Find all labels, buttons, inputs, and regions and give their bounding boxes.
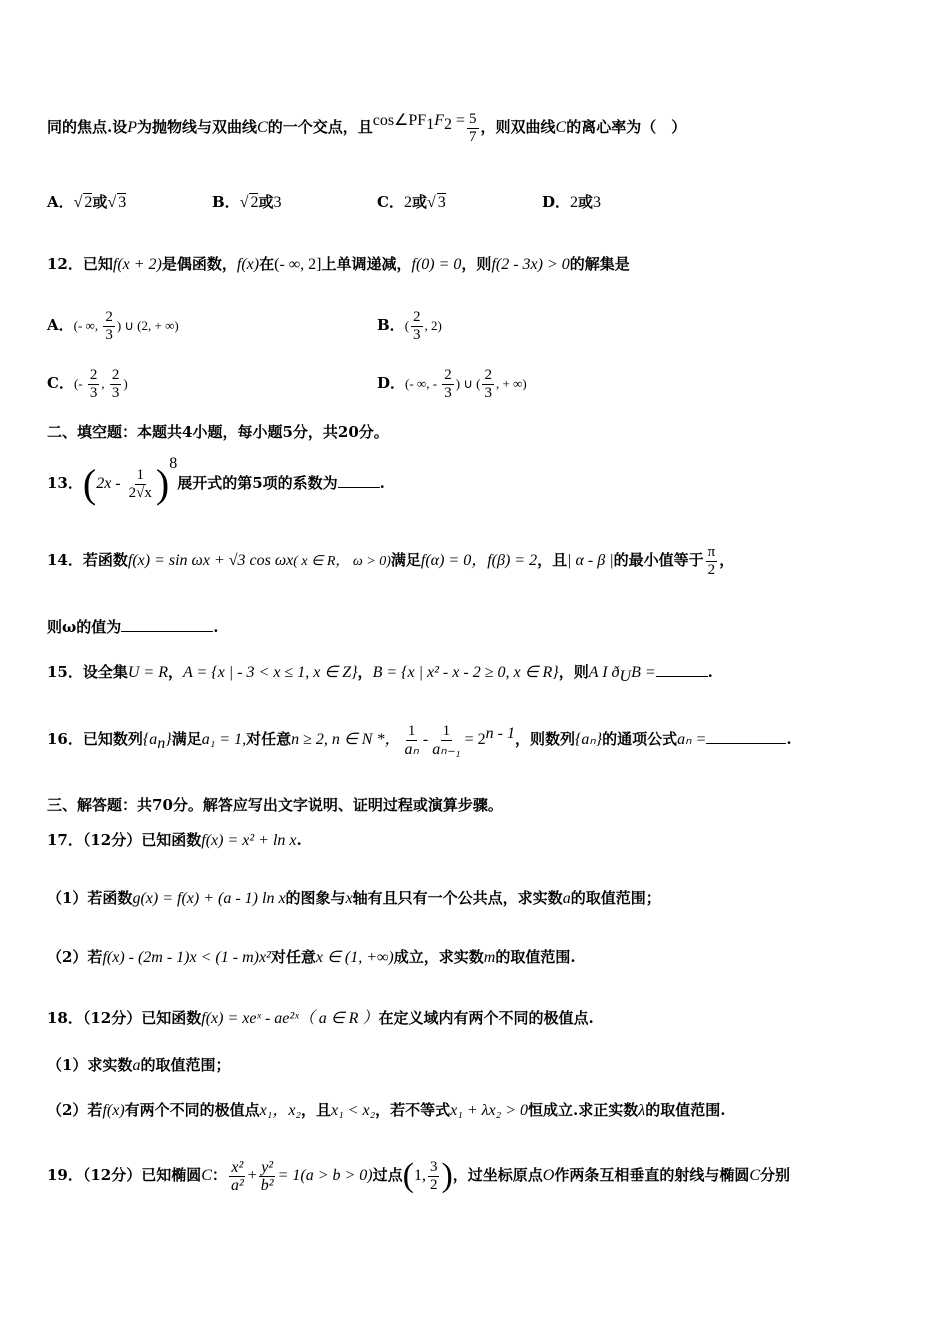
q18-part1 xyxy=(47,1055,910,1076)
q19-text: ： xyxy=(211,1166,227,1184)
q16-text: 的通项公式 xyxy=(602,730,678,748)
var-c: C xyxy=(257,119,268,136)
option-b[interactable] xyxy=(377,305,442,346)
math-expr: aₙ = xyxy=(677,731,707,748)
q14-text: ， xyxy=(719,551,735,569)
frac-den: b² xyxy=(260,1176,274,1194)
math-expr: 2x - xyxy=(96,475,125,492)
section-heading: 三、解答题：共70分。解答应写出文字说明、证明过程或演算步骤。 xyxy=(47,796,503,814)
question-number: 14．若函数 xyxy=(47,551,128,569)
frac-num: 2 xyxy=(89,366,98,383)
math-expr: = 1(a > b > 0) xyxy=(277,1167,373,1184)
var-c: C xyxy=(555,119,567,136)
q17-text: 对任意 xyxy=(270,948,316,966)
answer-blank[interactable] xyxy=(706,731,786,744)
q11-text: 为抛物线与双曲线 xyxy=(137,118,258,136)
option-expr: , 2) xyxy=(424,318,442,333)
question-number: 19．（12分）已知椭圆 xyxy=(47,1166,202,1184)
period: . xyxy=(786,730,792,748)
math-expr: f(2 - 3x) > 0 xyxy=(491,256,570,273)
cos-eq: = xyxy=(451,112,465,129)
frac-num: 1 xyxy=(136,466,144,483)
cos-fraction xyxy=(467,111,479,146)
paren-right: ) xyxy=(155,461,170,506)
q16-stem xyxy=(47,710,910,758)
option-value: 3 xyxy=(593,194,602,211)
math-expr: x₂ xyxy=(288,1102,301,1119)
frac-num: 2 xyxy=(111,366,120,383)
frac-den: aₙ₋₁ xyxy=(432,740,461,758)
frac-num: 2 xyxy=(105,308,113,325)
ellipse-fraction-y xyxy=(259,1159,276,1194)
sqrt-icon: √ xyxy=(239,194,249,211)
frac-num: 2 xyxy=(484,366,492,383)
option-value: 2 xyxy=(570,194,579,211)
q18-text: ，且 xyxy=(301,1101,332,1119)
option-fraction xyxy=(110,367,122,402)
q18-text: 的取值范围. xyxy=(645,1101,726,1119)
q11-text: ，则双曲线 xyxy=(480,118,556,136)
option-expr: ) ∪ (2, + ∞) xyxy=(116,318,179,333)
option-label: A． xyxy=(47,193,74,211)
math-expr: B = xyxy=(631,664,656,681)
math-expr: x₁ < x₂ xyxy=(331,1102,376,1119)
option-a[interactable] xyxy=(47,192,126,213)
period: . xyxy=(213,618,219,636)
q19-text: 过点 xyxy=(372,1166,403,1184)
period: . xyxy=(296,831,302,849)
option-expr: ) ∪ ( xyxy=(455,376,481,391)
q14-text: 的最小值等于 xyxy=(613,551,704,569)
q13-stem xyxy=(47,452,910,504)
minus-sign: - xyxy=(422,731,429,748)
point-fraction xyxy=(428,1159,440,1194)
option-expr: (- xyxy=(73,376,86,391)
option-expr: (- ∞, - xyxy=(405,376,441,391)
q16-text: 满足 xyxy=(171,730,202,748)
q16-text: ，则数列 xyxy=(514,730,575,748)
q17-part2 xyxy=(47,947,910,968)
option-a[interactable] xyxy=(47,305,179,346)
q15-text: ， xyxy=(168,663,184,681)
q13-text: 展开式的第5项的系数为 xyxy=(177,474,338,492)
var-p: P xyxy=(127,119,138,136)
question-number: 16．已知数列 xyxy=(47,730,143,748)
pi-fraction xyxy=(706,544,718,579)
cos-text: cos∠PF xyxy=(372,112,427,129)
q15-text: ， xyxy=(357,663,373,681)
option-fraction xyxy=(482,367,494,402)
math-expr: f(x) = sin ωx + √3 cos ωx xyxy=(127,552,294,569)
option-value: 3 xyxy=(437,194,446,211)
math-expr: {aₙ} xyxy=(574,731,603,748)
frac-num: y² xyxy=(261,1158,274,1176)
section-heading: 二、填空题：本题共4小题，每小题5分，共20分。 xyxy=(47,423,389,441)
q18-text: 在定义域内有两个不同的极值点. xyxy=(378,1009,594,1027)
frac-den: 3 xyxy=(413,326,421,343)
answer-blank[interactable] xyxy=(656,664,708,677)
q12-text: 的解集是 xyxy=(569,255,630,273)
q12-text: 上单调递减， xyxy=(321,255,412,273)
q14-text: ，且 xyxy=(537,551,568,569)
q12-text: 是偶函数， xyxy=(161,255,237,273)
math-expr: f(x + 2) xyxy=(112,256,162,273)
frac-den: 3 xyxy=(89,384,98,401)
option-d[interactable] xyxy=(542,192,601,213)
option-value: 2 xyxy=(84,194,93,211)
math-expr: g(x) = f(x) + (a - 1) ln x xyxy=(132,890,286,907)
q16-text: 对任意 xyxy=(246,730,292,748)
q15-text: ，则 xyxy=(558,663,589,681)
q17-text: 的取值范围； xyxy=(570,889,661,907)
option-value: 3 xyxy=(118,194,127,211)
option-d[interactable] xyxy=(377,363,527,404)
option-fraction xyxy=(88,367,100,402)
option-label: B． xyxy=(377,316,405,334)
q18-text: 有两个不同的极值点 xyxy=(124,1101,260,1119)
math-expr: n ≥ 2, n ∈ N *， xyxy=(291,731,401,748)
cos-sub: 2 xyxy=(443,116,452,133)
q11-stem xyxy=(47,104,910,150)
math-expr: A I ð xyxy=(588,664,620,681)
var-x: x xyxy=(345,890,353,907)
q16-fraction xyxy=(402,723,420,758)
math-expr: x₁， xyxy=(259,1102,289,1119)
math-expr: f(x) = x² + ln x xyxy=(201,832,297,849)
q12-text: 在 xyxy=(259,255,275,273)
frac-den: 2 xyxy=(707,561,716,578)
q13-fraction xyxy=(127,467,154,502)
q14-text: 满足 xyxy=(390,551,421,569)
q17-text: 轴有且只有一个公共点，求实数 xyxy=(352,889,563,907)
ellipse-fraction-x xyxy=(229,1159,246,1194)
option-expr: ( xyxy=(404,318,410,333)
option-value: 2 xyxy=(403,194,412,211)
option-expr: , xyxy=(101,376,108,391)
option-label: D． xyxy=(542,193,571,211)
option-fraction xyxy=(411,309,423,344)
math-expr: (- ∞, 2] xyxy=(274,256,322,273)
math-expr: f(x) = xeˣ - ae²ˣ xyxy=(201,1010,299,1027)
or-text: 或 xyxy=(578,193,594,211)
q19-stem xyxy=(47,1150,910,1200)
paren-left: ( xyxy=(402,1157,414,1194)
paren-right: ) xyxy=(441,1157,453,1194)
option-expr: (- ∞, xyxy=(73,318,102,333)
frac-num: 2 xyxy=(413,308,421,325)
math-expr: 1, xyxy=(413,1167,426,1184)
option-b[interactable] xyxy=(212,192,281,213)
math-expr: f(0) = 0 xyxy=(411,256,462,273)
var-c: C xyxy=(749,1167,761,1184)
math-expr: {a xyxy=(142,731,158,748)
q14-stem xyxy=(47,534,910,586)
cos-expression xyxy=(373,110,465,135)
var-c: C xyxy=(201,1167,212,1184)
question-number: 18．（12分）已知函数 xyxy=(47,1009,202,1027)
option-label: C． xyxy=(377,193,404,211)
q17-text: 成立，求实数 xyxy=(393,948,484,966)
math-expr: | α - β | xyxy=(567,552,614,569)
var-a: a xyxy=(562,890,571,907)
answer-blank[interactable] xyxy=(121,619,213,632)
q11-text: 的一个交点，且 xyxy=(267,118,373,136)
frac-den: 2 xyxy=(429,1176,438,1193)
q19-text: 分别 xyxy=(760,1166,791,1184)
cos-sub: 1 xyxy=(426,116,435,133)
math-expr: f(x) xyxy=(102,1102,125,1119)
frac-den: 7 xyxy=(469,128,477,145)
q19-text: ，过坐标原点 xyxy=(452,1166,543,1184)
frac-den: 3 xyxy=(444,384,452,401)
math-expr: f(α) = 0， xyxy=(420,552,488,569)
math-expr: } xyxy=(165,731,172,748)
sqrt-icon: √ xyxy=(107,194,117,211)
frac-den: 2√x xyxy=(128,484,152,501)
q12-options-row2 xyxy=(47,363,910,403)
part-label: （2）若 xyxy=(47,948,103,966)
plus-sign: + xyxy=(247,1167,257,1184)
option-value: 2 xyxy=(250,194,259,211)
frac-num: 1 xyxy=(442,722,451,739)
math-expr: f(x) xyxy=(236,256,260,273)
exponent: 8 xyxy=(169,455,178,472)
math-expr: a₁ = 1, xyxy=(201,731,247,748)
period: . xyxy=(707,663,713,681)
math-expr: A = {x | - 3 < x ≤ 1, x ∈ Z} xyxy=(183,664,358,681)
option-label: C． xyxy=(47,374,74,392)
frac-num: π xyxy=(707,543,716,560)
q12-stem xyxy=(47,254,910,275)
frac-num: 5 xyxy=(469,110,477,127)
answer-blank[interactable] xyxy=(338,475,380,488)
cos-text: F xyxy=(434,112,444,129)
q18-stem xyxy=(47,1008,910,1029)
var-m: m xyxy=(483,949,496,966)
q12-text: ，则 xyxy=(461,255,492,273)
q15-stem xyxy=(47,662,910,687)
math-expr: f(β) = 2 xyxy=(487,552,538,569)
exponent: n - 1 xyxy=(485,725,515,742)
part-label: （1）求实数 xyxy=(47,1056,133,1074)
frac-num: 2 xyxy=(444,366,452,383)
sqrt-icon: √ xyxy=(426,194,436,211)
var-o: O xyxy=(542,1167,555,1184)
option-c[interactable] xyxy=(47,363,128,404)
option-fraction xyxy=(442,367,454,402)
frac-num: 3 xyxy=(429,1158,438,1175)
q11-text: 同的焦点.设 xyxy=(47,118,128,136)
q17-text: 的图象与 xyxy=(285,889,346,907)
math-expr: x ∈ (1, +∞) xyxy=(315,949,394,966)
q14-text: 则ω的值为 xyxy=(47,618,122,636)
part-label: （1）若函数 xyxy=(47,889,133,907)
question-number: 12．已知 xyxy=(47,255,113,273)
frac-den: a² xyxy=(230,1176,244,1194)
frac-den: 3 xyxy=(111,384,120,401)
or-text: 或 xyxy=(92,193,108,211)
var-lambda: λ xyxy=(638,1102,646,1119)
option-value: 3 xyxy=(273,194,282,211)
or-text: 或 xyxy=(411,193,427,211)
option-expr: ) xyxy=(123,376,128,391)
q18-part2 xyxy=(47,1100,910,1121)
subscript: U xyxy=(619,668,632,685)
option-c[interactable] xyxy=(377,192,446,213)
q17-text: 的取值范围. xyxy=(495,948,576,966)
frac-den: 3 xyxy=(484,384,492,401)
or-text: 或 xyxy=(258,193,274,211)
question-number: 17．（12分）已知函数 xyxy=(47,831,202,849)
paren-left: ( xyxy=(82,461,97,506)
math-expr: （ a ∈ R ） xyxy=(298,1010,379,1027)
frac-den: 3 xyxy=(105,326,113,343)
q17-part1 xyxy=(47,888,910,909)
math-expr: x₁ + λx₂ > 0 xyxy=(450,1102,529,1119)
subscript: n xyxy=(157,735,166,752)
q14-line2 xyxy=(47,617,910,637)
q12-options-row1 xyxy=(47,305,910,345)
option-label: A． xyxy=(47,316,74,334)
sqrt-icon: √ xyxy=(73,194,83,211)
question-number: 13． xyxy=(47,474,83,492)
math-expr: = 2 xyxy=(464,731,486,748)
period: . xyxy=(379,474,385,492)
frac-num: x² xyxy=(231,1158,244,1176)
q18-text: 的取值范围； xyxy=(140,1056,231,1074)
frac-den: aₙ xyxy=(404,740,419,758)
q18-text: ，若不等式 xyxy=(375,1101,451,1119)
q11-text: 的离心率为（ ） xyxy=(566,118,687,136)
math-expr: ( x ∈ R， ω > 0) xyxy=(293,554,391,569)
math-expr: B = {x | x² - x - 2 ≥ 0, x ∈ R} xyxy=(372,664,559,681)
q18-text: 恒成立.求正实数 xyxy=(528,1101,639,1119)
option-label: B． xyxy=(212,193,240,211)
part-label: （2）若 xyxy=(47,1101,103,1119)
option-fraction xyxy=(103,309,115,344)
q19-text: 作两条互相垂直的射线与椭圆 xyxy=(554,1166,750,1184)
math-expr: f(x) - (2m - 1)x < (1 - m)x² xyxy=(102,949,271,966)
math-expr: U = R xyxy=(127,664,168,681)
option-label: D． xyxy=(377,374,406,392)
q17-stem xyxy=(47,830,910,851)
q16-fraction xyxy=(430,723,462,758)
var-a: a xyxy=(132,1057,141,1074)
frac-num: 1 xyxy=(407,722,416,739)
question-number: 15．设全集 xyxy=(47,663,128,681)
option-expr: , + ∞) xyxy=(495,376,527,391)
